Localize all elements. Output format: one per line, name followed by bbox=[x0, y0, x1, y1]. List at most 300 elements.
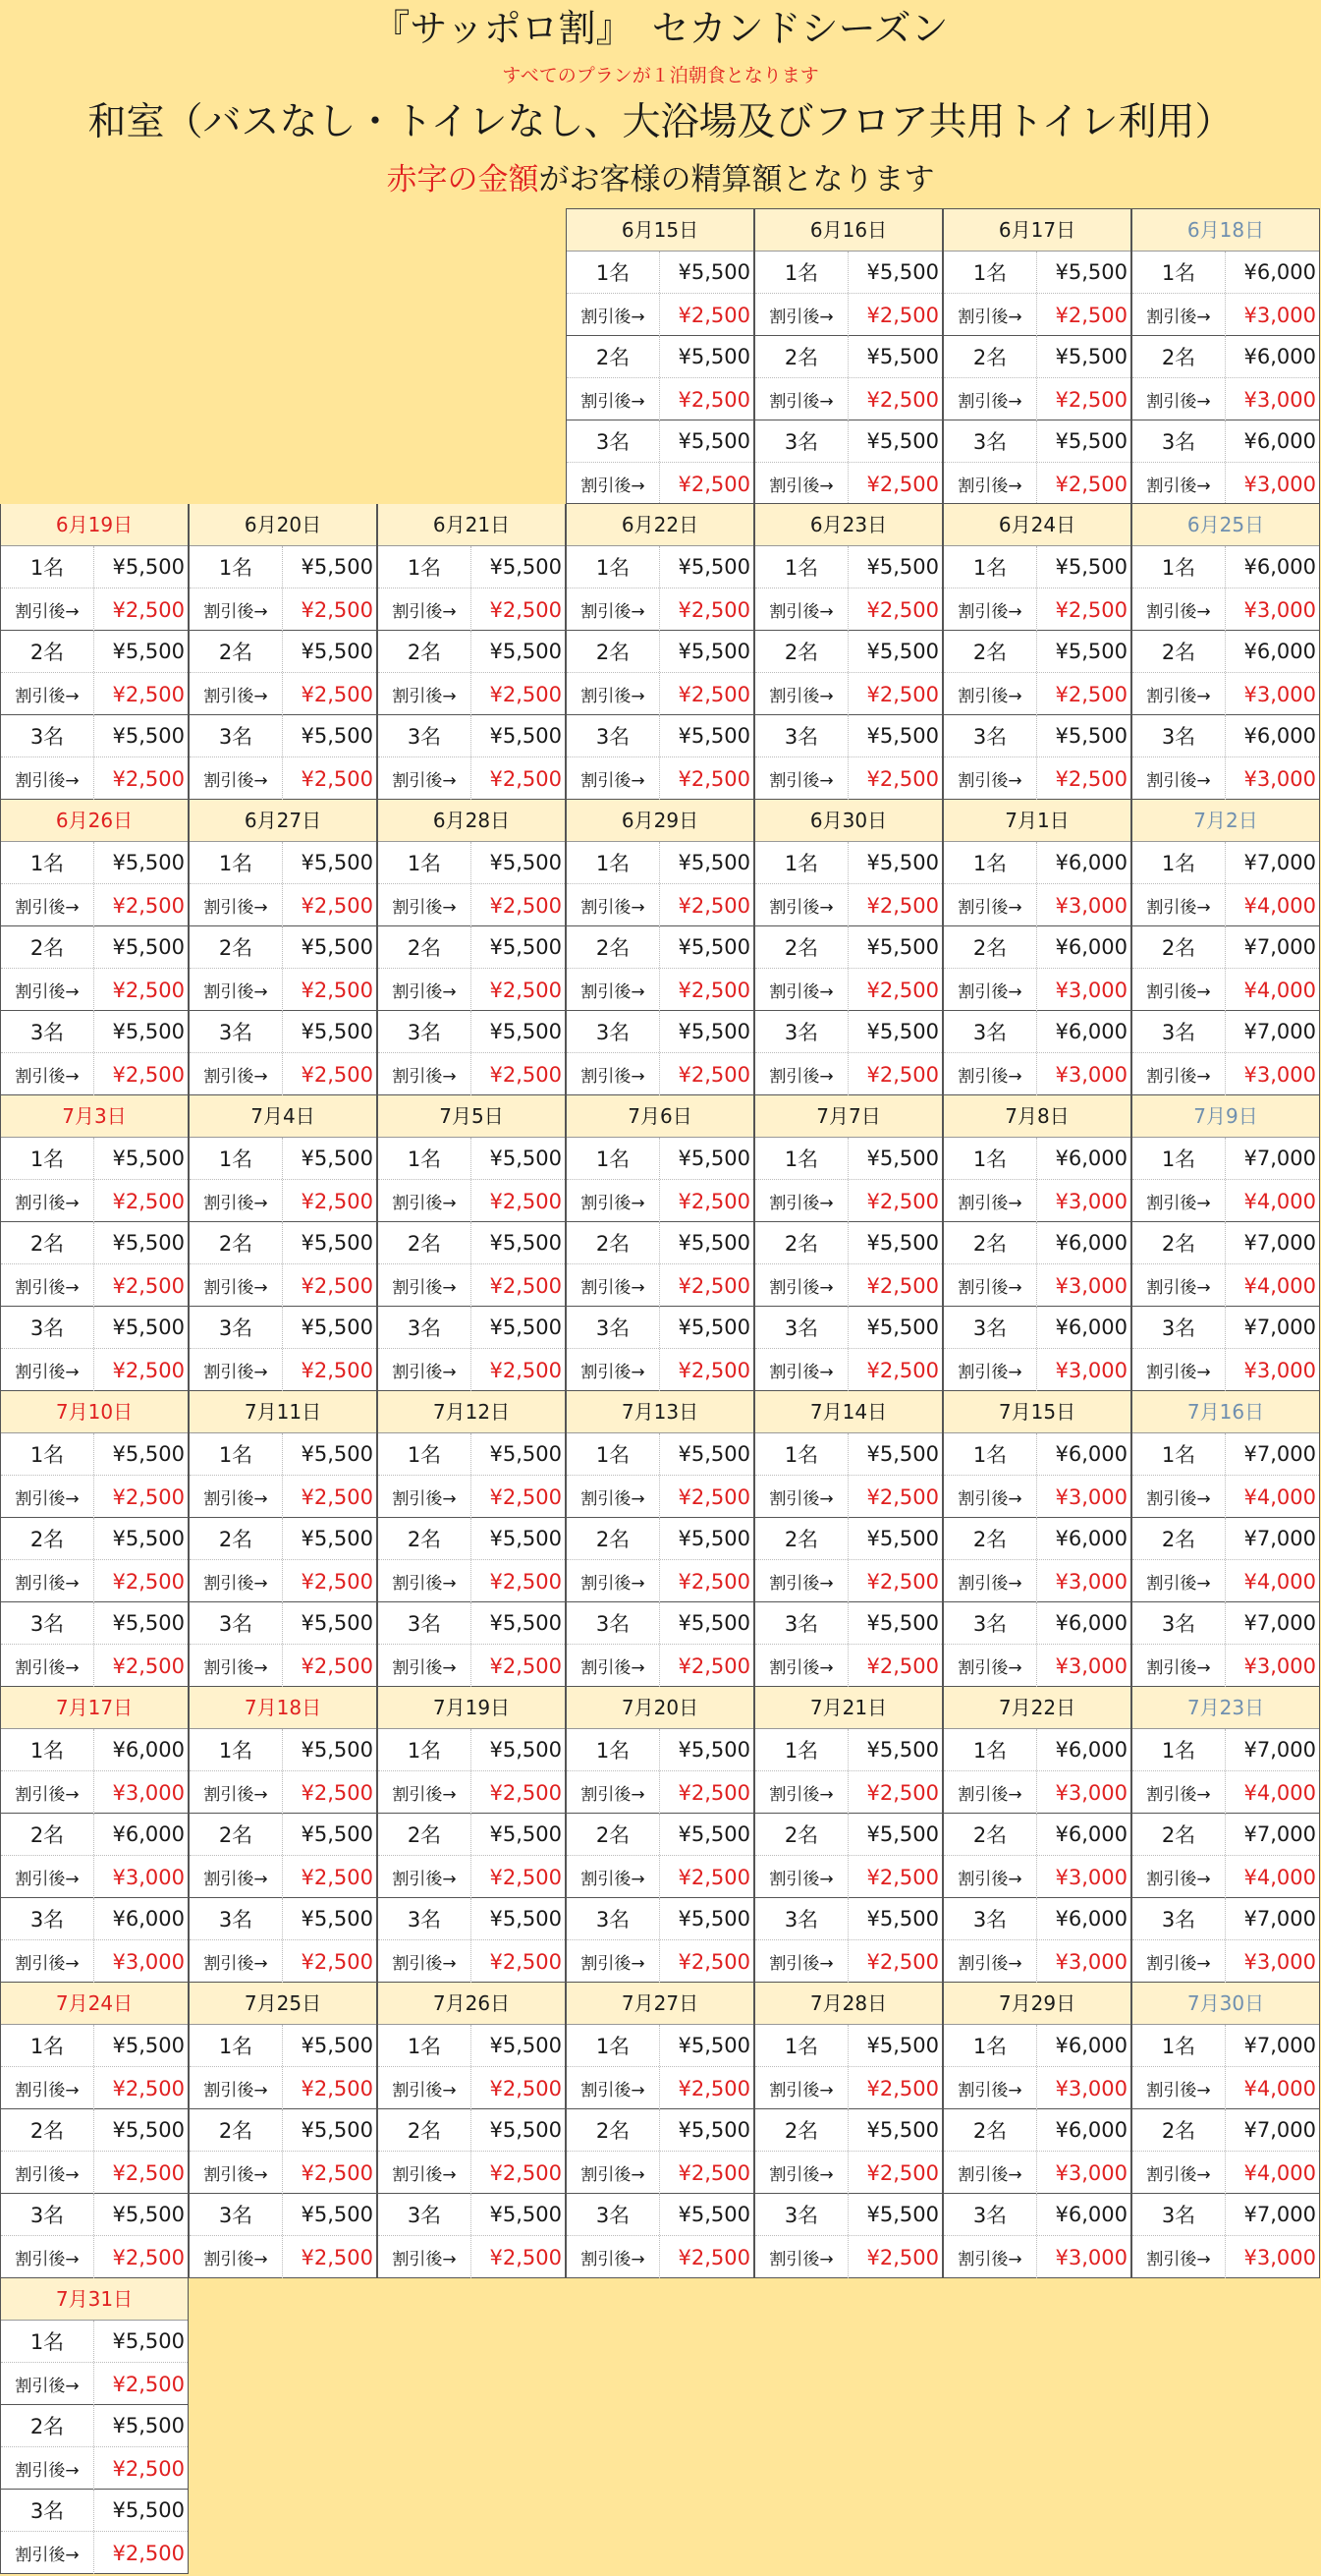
discounted-price: ¥2,500 bbox=[301, 1358, 373, 1382]
guest-count: 1名 bbox=[755, 1433, 849, 1475]
day-date: 7月5日 bbox=[378, 1095, 565, 1138]
discount-price-row bbox=[567, 1053, 753, 1095]
room-price-block bbox=[1, 1138, 188, 1222]
regular-price-row bbox=[944, 1138, 1130, 1180]
room-price-block bbox=[567, 1729, 753, 1814]
discount-price-row bbox=[755, 1940, 942, 1983]
discount-price-row bbox=[190, 588, 376, 631]
day-cell bbox=[943, 800, 1131, 1095]
discount-price-row bbox=[378, 969, 565, 1011]
regular-price-row bbox=[1132, 1222, 1319, 1264]
room-price-block bbox=[1, 1814, 188, 1898]
after-discount-label: 割引後→ bbox=[378, 884, 471, 926]
discounted-price: ¥3,000 bbox=[1055, 1358, 1128, 1382]
guest-count: 3名 bbox=[1, 1011, 94, 1052]
regular-price: ¥7,000 bbox=[1243, 1527, 1316, 1550]
regular-price: ¥5,500 bbox=[489, 555, 562, 579]
guest-count: 1名 bbox=[567, 252, 660, 293]
room-price-block bbox=[755, 2194, 942, 2278]
room-price-block bbox=[567, 1307, 753, 1391]
room-price-block bbox=[1, 1729, 188, 1814]
after-discount-label: 割引後→ bbox=[378, 1940, 471, 1983]
day-cell bbox=[0, 1687, 189, 1983]
after-discount-label: 割引後→ bbox=[1, 1940, 94, 1983]
calendar-week bbox=[0, 1983, 1321, 2278]
regular-price: ¥5,500 bbox=[678, 1316, 750, 1339]
after-discount-label: 割引後→ bbox=[567, 1856, 660, 1898]
discount-price-row bbox=[755, 1264, 942, 1307]
regular-price-row bbox=[944, 252, 1130, 294]
room-price-block bbox=[567, 252, 753, 336]
room-price-block bbox=[378, 926, 565, 1011]
day-cell bbox=[1131, 1687, 1320, 1983]
after-discount-label: 割引後→ bbox=[190, 757, 283, 800]
discounted-price: ¥3,000 bbox=[1243, 1653, 1316, 1678]
regular-price-row bbox=[1132, 2109, 1319, 2152]
guest-count: 3名 bbox=[378, 1898, 471, 1939]
discounted-price: ¥2,500 bbox=[301, 1569, 373, 1594]
day-date: 7月13日 bbox=[567, 1391, 753, 1433]
regular-price-row bbox=[1, 1222, 188, 1264]
regular-price-row bbox=[1, 1814, 188, 1856]
room-price-block bbox=[378, 715, 565, 800]
discount-price-row bbox=[1132, 1771, 1319, 1814]
discounted-price: ¥2,500 bbox=[866, 1780, 939, 1805]
guest-count: 2名 bbox=[1, 1814, 94, 1855]
guest-count: 1名 bbox=[1132, 1433, 1226, 1475]
after-discount-label: 割引後→ bbox=[1132, 1940, 1226, 1983]
discount-price-row bbox=[1, 1560, 188, 1602]
after-discount-label: 割引後→ bbox=[1132, 2236, 1226, 2278]
regular-price: ¥5,500 bbox=[866, 1020, 939, 1043]
day-date: 7月15日 bbox=[944, 1391, 1130, 1433]
regular-price: ¥5,500 bbox=[866, 429, 939, 453]
regular-price-row bbox=[1, 631, 188, 673]
guest-count: 2名 bbox=[1, 2109, 94, 2151]
room-price-block bbox=[567, 1602, 753, 1687]
day-date: 7月1日 bbox=[944, 800, 1130, 842]
day-cell bbox=[943, 208, 1131, 504]
discounted-price: ¥3,000 bbox=[1243, 1949, 1316, 1974]
regular-price-row bbox=[1132, 336, 1319, 378]
discounted-price: ¥2,500 bbox=[489, 1273, 562, 1298]
room-price-block bbox=[378, 2109, 565, 2194]
discounted-price: ¥2,500 bbox=[866, 893, 939, 918]
regular-price-row bbox=[378, 546, 565, 588]
regular-price-row bbox=[378, 2109, 565, 2152]
regular-price-row bbox=[944, 715, 1130, 757]
discount-price-row bbox=[944, 2236, 1130, 2278]
after-discount-label: 割引後→ bbox=[1132, 588, 1226, 631]
discount-price-row bbox=[190, 2236, 376, 2278]
guest-count: 1名 bbox=[567, 2025, 660, 2066]
regular-price-row bbox=[944, 1814, 1130, 1856]
regular-price: ¥5,500 bbox=[301, 2118, 373, 2142]
discounted-price: ¥2,500 bbox=[1055, 597, 1128, 622]
day-cell bbox=[0, 1391, 189, 1687]
discounted-price: ¥2,500 bbox=[678, 1865, 750, 1889]
room-price-block bbox=[755, 1518, 942, 1602]
regular-price: ¥5,500 bbox=[301, 1231, 373, 1255]
regular-price-row bbox=[944, 631, 1130, 673]
regular-price-row bbox=[1132, 842, 1319, 884]
after-discount-label: 割引後→ bbox=[378, 1560, 471, 1602]
after-discount-label: 割引後→ bbox=[944, 884, 1037, 926]
discounted-price: ¥2,500 bbox=[301, 1189, 373, 1213]
guest-count: 3名 bbox=[755, 1011, 849, 1052]
after-discount-label: 割引後→ bbox=[1132, 1180, 1226, 1222]
regular-price: ¥5,500 bbox=[112, 1020, 185, 1043]
room-price-block bbox=[944, 1138, 1130, 1222]
guest-count: 3名 bbox=[190, 1602, 283, 1644]
discount-price-row bbox=[378, 1476, 565, 1518]
guest-count: 2名 bbox=[1, 2405, 94, 2446]
regular-price-row bbox=[190, 1138, 376, 1180]
regular-price-row bbox=[944, 2025, 1130, 2067]
room-price-block bbox=[1, 1307, 188, 1391]
discounted-price: ¥2,500 bbox=[1055, 303, 1128, 327]
room-price-block bbox=[378, 842, 565, 926]
discounted-price: ¥2,500 bbox=[866, 1569, 939, 1594]
day-date: 7月16日 bbox=[1132, 1391, 1319, 1433]
guest-count: 1名 bbox=[755, 842, 849, 883]
guest-count: 2名 bbox=[378, 1222, 471, 1263]
day-date: 6月16日 bbox=[755, 209, 942, 252]
guest-count: 3名 bbox=[1, 715, 94, 756]
regular-price-row bbox=[1132, 1433, 1319, 1476]
calendar-week bbox=[0, 1095, 1321, 1391]
room-price-block bbox=[567, 1518, 753, 1602]
regular-price-row bbox=[1, 2405, 188, 2447]
regular-price: ¥6,000 bbox=[1243, 555, 1316, 579]
regular-price-row bbox=[190, 1011, 376, 1053]
room-price-block bbox=[567, 336, 753, 420]
day-cell bbox=[189, 1391, 377, 1687]
discount-price-row bbox=[378, 1053, 565, 1095]
guest-count: 2名 bbox=[1132, 631, 1226, 672]
regular-price-row bbox=[944, 842, 1130, 884]
regular-price: ¥5,500 bbox=[112, 1147, 185, 1170]
regular-price-row bbox=[1, 546, 188, 588]
room-price-block bbox=[567, 1433, 753, 1518]
discounted-price: ¥3,000 bbox=[1055, 1062, 1128, 1087]
regular-price-row bbox=[944, 546, 1130, 588]
day-cell bbox=[1131, 1983, 1320, 2278]
discount-price-row bbox=[944, 884, 1130, 926]
room-price-block bbox=[1132, 1307, 1319, 1391]
day-date: 6月25日 bbox=[1132, 504, 1319, 546]
discount-price-row bbox=[1132, 1856, 1319, 1898]
after-discount-label: 割引後→ bbox=[1, 1053, 94, 1095]
after-discount-label: 割引後→ bbox=[1132, 1771, 1226, 1814]
guest-count: 1名 bbox=[944, 1138, 1037, 1179]
after-discount-label: 割引後→ bbox=[755, 1856, 849, 1898]
guest-count: 2名 bbox=[944, 926, 1037, 968]
regular-price: ¥6,000 bbox=[1243, 724, 1316, 748]
discounted-price: ¥2,500 bbox=[301, 1653, 373, 1678]
after-discount-label: 割引後→ bbox=[567, 378, 660, 420]
day-date: 6月24日 bbox=[944, 504, 1130, 546]
regular-price-row bbox=[755, 1898, 942, 1940]
guest-count: 1名 bbox=[567, 1433, 660, 1475]
discount-price-row bbox=[1132, 1053, 1319, 1095]
discounted-price: ¥2,500 bbox=[112, 2372, 185, 2396]
regular-price-row bbox=[190, 1433, 376, 1476]
discount-price-row bbox=[567, 1645, 753, 1687]
regular-price-row bbox=[567, 842, 753, 884]
guest-count: 3名 bbox=[1, 1602, 94, 1644]
regular-price-row bbox=[378, 1602, 565, 1645]
regular-price: ¥5,500 bbox=[866, 345, 939, 368]
calendar-week bbox=[0, 504, 1321, 800]
day-date: 6月19日 bbox=[1, 504, 188, 546]
after-discount-label: 割引後→ bbox=[1132, 673, 1226, 715]
discounted-price: ¥2,500 bbox=[489, 1653, 562, 1678]
regular-price: ¥5,500 bbox=[112, 851, 185, 874]
regular-price: ¥5,500 bbox=[678, 429, 750, 453]
regular-price: ¥5,500 bbox=[678, 2203, 750, 2226]
room-price-block bbox=[190, 842, 376, 926]
regular-price: ¥5,500 bbox=[112, 2498, 185, 2522]
guest-count: 2名 bbox=[944, 336, 1037, 377]
discounted-price: ¥2,500 bbox=[489, 2076, 562, 2100]
room-price-block bbox=[378, 1602, 565, 1687]
day-date: 7月26日 bbox=[378, 1983, 565, 2025]
discounted-price: ¥2,500 bbox=[1055, 682, 1128, 706]
day-date: 7月28日 bbox=[755, 1983, 942, 2025]
discount-price-row bbox=[567, 1940, 753, 1983]
regular-price: ¥5,500 bbox=[678, 555, 750, 579]
day-cell bbox=[566, 1391, 754, 1687]
discount-price-row bbox=[1, 2532, 188, 2574]
discounted-price: ¥3,000 bbox=[1243, 1358, 1316, 1382]
guest-count: 1名 bbox=[944, 1433, 1037, 1475]
discounted-price: ¥3,000 bbox=[1243, 766, 1316, 791]
room-price-block bbox=[1, 1602, 188, 1687]
regular-price: ¥5,500 bbox=[866, 555, 939, 579]
after-discount-label: 割引後→ bbox=[1132, 969, 1226, 1011]
regular-price: ¥5,500 bbox=[301, 935, 373, 959]
discounted-price: ¥3,000 bbox=[1243, 1062, 1316, 1087]
discount-price-row bbox=[1132, 884, 1319, 926]
after-discount-label: 割引後→ bbox=[190, 1940, 283, 1983]
regular-price: ¥6,000 bbox=[1055, 1907, 1128, 1931]
regular-price: ¥5,500 bbox=[1055, 640, 1128, 663]
after-discount-label: 割引後→ bbox=[944, 2152, 1037, 2194]
day-cell bbox=[754, 208, 943, 504]
regular-price: ¥5,500 bbox=[301, 1442, 373, 1466]
discounted-price: ¥2,500 bbox=[489, 1189, 562, 1213]
discount-price-row bbox=[944, 1180, 1130, 1222]
room-price-block bbox=[378, 1011, 565, 1095]
discount-price-row bbox=[190, 673, 376, 715]
after-discount-label: 割引後→ bbox=[190, 1264, 283, 1307]
calendar-week bbox=[0, 800, 1321, 1095]
room-price-block bbox=[755, 1138, 942, 1222]
discount-price-row bbox=[1132, 1180, 1319, 1222]
discount-price-row bbox=[567, 378, 753, 420]
discounted-price: ¥2,500 bbox=[112, 1484, 185, 1509]
room-price-block bbox=[378, 1307, 565, 1391]
room-price-block bbox=[755, 1602, 942, 1687]
day-cell bbox=[754, 1391, 943, 1687]
price-calendar bbox=[0, 208, 1321, 2574]
discounted-price: ¥2,500 bbox=[112, 2245, 185, 2269]
after-discount-label: 割引後→ bbox=[1132, 463, 1226, 505]
after-discount-label: 割引後→ bbox=[567, 1349, 660, 1391]
room-price-block bbox=[1, 926, 188, 1011]
discounted-price: ¥4,000 bbox=[1243, 2076, 1316, 2100]
discounted-price: ¥4,000 bbox=[1243, 2160, 1316, 2185]
discount-price-row bbox=[378, 884, 565, 926]
discount-price-row bbox=[567, 2236, 753, 2278]
discount-price-row bbox=[190, 1053, 376, 1095]
discount-price-row bbox=[755, 378, 942, 420]
regular-price: ¥5,500 bbox=[489, 640, 562, 663]
guest-count: 2名 bbox=[755, 2109, 849, 2151]
regular-price: ¥5,500 bbox=[112, 555, 185, 579]
discount-price-row bbox=[1132, 757, 1319, 800]
guest-count: 2名 bbox=[755, 1814, 849, 1855]
guest-count: 2名 bbox=[567, 336, 660, 377]
day-date: 7月19日 bbox=[378, 1687, 565, 1729]
regular-price-row bbox=[567, 336, 753, 378]
after-discount-label: 割引後→ bbox=[378, 1264, 471, 1307]
regular-price: ¥5,500 bbox=[866, 1527, 939, 1550]
discount-price-row bbox=[1, 2363, 188, 2405]
regular-price: ¥6,000 bbox=[1055, 1738, 1128, 1762]
regular-price-row bbox=[1132, 1729, 1319, 1771]
discounted-price: ¥2,500 bbox=[301, 766, 373, 791]
after-discount-label: 割引後→ bbox=[190, 884, 283, 926]
discount-price-row bbox=[190, 1940, 376, 1983]
discount-price-row bbox=[378, 1349, 565, 1391]
calendar-week bbox=[0, 1391, 1321, 1687]
day-cell bbox=[377, 1983, 566, 2278]
regular-price: ¥5,500 bbox=[301, 1316, 373, 1339]
discount-price-row bbox=[1, 1349, 188, 1391]
discount-price-row bbox=[1, 1180, 188, 1222]
discounted-price: ¥3,000 bbox=[1055, 1949, 1128, 1974]
regular-price-row bbox=[378, 1222, 565, 1264]
guest-count: 2名 bbox=[1132, 1814, 1226, 1855]
guest-count: 3名 bbox=[1132, 1307, 1226, 1348]
after-discount-label: 割引後→ bbox=[1, 1645, 94, 1687]
regular-price: ¥5,500 bbox=[1055, 429, 1128, 453]
regular-price: ¥5,500 bbox=[112, 2118, 185, 2142]
after-discount-label: 割引後→ bbox=[378, 1349, 471, 1391]
discounted-price: ¥2,500 bbox=[678, 472, 750, 496]
discount-price-row bbox=[1, 1476, 188, 1518]
discount-price-row bbox=[1, 2067, 188, 2109]
guest-count: 2名 bbox=[944, 2109, 1037, 2151]
regular-price-row bbox=[190, 1898, 376, 1940]
discount-price-row bbox=[190, 2152, 376, 2194]
regular-price-row bbox=[755, 546, 942, 588]
day-cell bbox=[189, 800, 377, 1095]
discount-price-row bbox=[378, 673, 565, 715]
after-discount-label: 割引後→ bbox=[567, 1180, 660, 1222]
discounted-price: ¥2,500 bbox=[112, 1358, 185, 1382]
regular-price-row bbox=[1, 1433, 188, 1476]
regular-price-row bbox=[944, 1433, 1130, 1476]
day-cell bbox=[377, 800, 566, 1095]
discount-price-row bbox=[755, 463, 942, 505]
after-discount-label: 割引後→ bbox=[755, 294, 849, 336]
regular-price: ¥6,000 bbox=[1055, 1020, 1128, 1043]
guest-count: 1名 bbox=[1, 1138, 94, 1179]
regular-price-row bbox=[567, 631, 753, 673]
guest-count: 1名 bbox=[755, 546, 849, 588]
discounted-price: ¥2,500 bbox=[301, 1780, 373, 1805]
discount-price-row bbox=[755, 1349, 942, 1391]
discount-price-row bbox=[944, 1856, 1130, 1898]
discounted-price: ¥2,500 bbox=[112, 766, 185, 791]
guest-count: 1名 bbox=[944, 1729, 1037, 1770]
room-price-block bbox=[190, 1729, 376, 1814]
discount-price-row bbox=[944, 1053, 1130, 1095]
guest-count: 3名 bbox=[755, 1307, 849, 1348]
day-cell bbox=[754, 800, 943, 1095]
discount-price-row bbox=[755, 2067, 942, 2109]
room-price-block bbox=[1, 2405, 188, 2490]
regular-price-row bbox=[567, 1222, 753, 1264]
regular-price-row bbox=[567, 420, 753, 463]
guest-count: 3名 bbox=[567, 1898, 660, 1939]
regular-price: ¥5,500 bbox=[678, 1020, 750, 1043]
discounted-price: ¥3,000 bbox=[1243, 682, 1316, 706]
regular-price-row bbox=[755, 1222, 942, 1264]
day-date: 7月6日 bbox=[567, 1095, 753, 1138]
discounted-price: ¥4,000 bbox=[1243, 893, 1316, 918]
after-discount-label: 割引後→ bbox=[378, 1180, 471, 1222]
after-discount-label: 割引後→ bbox=[1, 673, 94, 715]
regular-price-row bbox=[755, 631, 942, 673]
day-date: 7月12日 bbox=[378, 1391, 565, 1433]
discounted-price: ¥2,500 bbox=[112, 1273, 185, 1298]
discounted-price: ¥2,500 bbox=[489, 1865, 562, 1889]
guest-count: 2名 bbox=[1132, 926, 1226, 968]
discounted-price: ¥2,500 bbox=[678, 1358, 750, 1382]
guest-count: 3名 bbox=[378, 1602, 471, 1644]
guest-count: 1名 bbox=[190, 546, 283, 588]
discounted-price: ¥2,500 bbox=[678, 766, 750, 791]
regular-price: ¥5,500 bbox=[866, 2034, 939, 2057]
discount-price-row bbox=[755, 884, 942, 926]
regular-price-row bbox=[944, 1518, 1130, 1560]
regular-price-row bbox=[378, 1433, 565, 1476]
room-price-block bbox=[1, 1518, 188, 1602]
room-price-block bbox=[1132, 336, 1319, 420]
after-discount-label: 割引後→ bbox=[190, 588, 283, 631]
discounted-price: ¥2,500 bbox=[678, 1949, 750, 1974]
day-cell bbox=[1131, 504, 1320, 800]
after-discount-label: 割引後→ bbox=[567, 1940, 660, 1983]
discount-price-row bbox=[190, 1771, 376, 1814]
regular-price-row bbox=[1, 1602, 188, 1645]
regular-price: ¥5,500 bbox=[489, 935, 562, 959]
discount-price-row bbox=[378, 1856, 565, 1898]
discount-price-row bbox=[1, 673, 188, 715]
guest-count: 1名 bbox=[567, 546, 660, 588]
room-price-block bbox=[567, 2194, 753, 2278]
guest-count: 3名 bbox=[1, 2490, 94, 2531]
room-price-block bbox=[567, 1898, 753, 1983]
guest-count: 3名 bbox=[1, 2194, 94, 2235]
regular-price-row bbox=[755, 1518, 942, 1560]
discount-price-row bbox=[944, 1349, 1130, 1391]
guest-count: 2名 bbox=[378, 1518, 471, 1559]
